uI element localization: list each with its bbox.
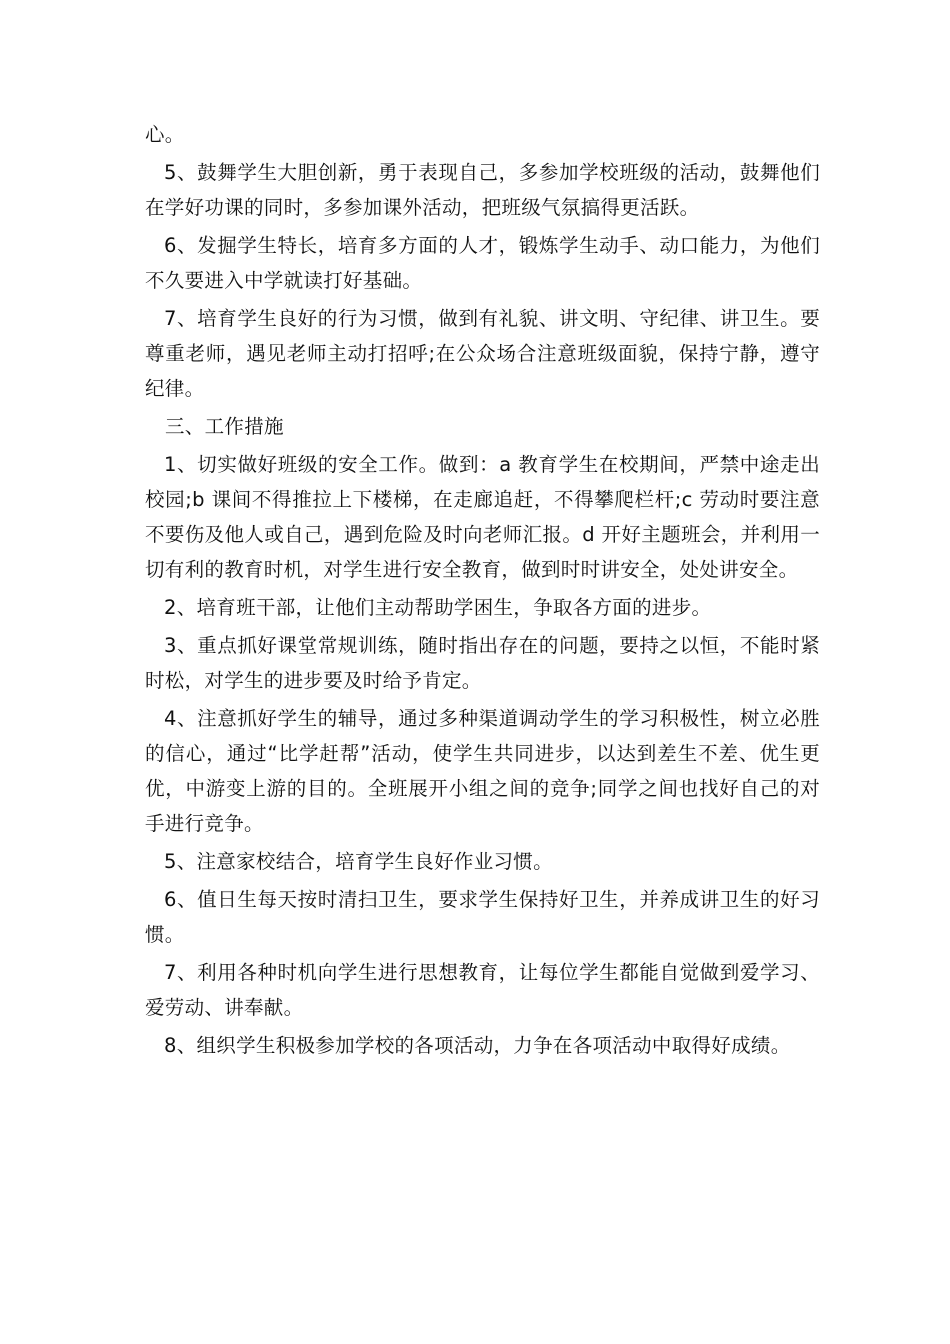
paragraph-measure-6: 6、值日生每天按时清扫卫生，要求学生保持好卫生，并养成讲卫生的好习惯。 xyxy=(145,888,820,946)
paragraph-goal-6: 6、发掘学生特长，培育多方面的人才，锻炼学生动手、动口能力，为他们不久要进入中学就读打好基础。 xyxy=(145,234,820,292)
document-body xyxy=(145,117,820,1066)
paragraph-measure-3: 3、重点抓好课堂常规训练，随时指出存在的问题，要持之以恒，不能时紧时松，对学生的进步要及时给予肯定。 xyxy=(145,634,820,692)
section-heading: 三、工作措施 xyxy=(165,415,284,438)
paragraph-continuation: 心。 xyxy=(145,123,185,146)
paragraph-goal-5: 5、鼓舞学生大胆创新，勇于表现自己，多参加学校班级的活动，鼓舞他们在学好功课的同时，多参加课外活动，把班级气氛搞得更活跃。 xyxy=(145,161,820,219)
paragraph-measure-7: 7、利用各种时机向学生进行思想教育，让每位学生都能自觉做到爱学习、爱劳动、讲奉献。 xyxy=(145,961,820,1019)
paragraph-measure-4: 4、注意抓好学生的辅导，通过多种渠道调动学生的学习积极性，树立必胜的信心，通过“比学赶帮”活动，使学生共同进步，以达到差生不差、优生更优，中游变上游的目的。全班展开小组之间的竞争;同学之间也找好自己的对手进行竞争。 xyxy=(145,707,820,835)
paragraph-goal-7: 7、培育学生良好的行为习惯，做到有礼貌、讲文明、守纪律、讲卫生。要尊重老师，遇见老师主动打招呼;在公众场合注意班级面貌，保持宁静，遵守纪律。 xyxy=(145,307,820,400)
paragraph-measure-5: 5、注意家校结合，培育学生良好作业习惯。 xyxy=(164,850,553,873)
paragraph-measure-8: 8、组织学生积极参加学校的各项活动，力争在各项活动中取得好成绩。 xyxy=(164,1034,791,1057)
paragraph-measure-1: 1、切实做好班级的安全工作。做到：a 教育学生在校期间，严禁中途走出校园;b 课间不得推拉上下楼梯，在走廊追赶，不得攀爬栏杆;c 劳动时要注意不要伤及他人或自己，遇到危险及时向老师汇报。d 开好主题班会，并利用一切有利的教育时机，对学生进行安全教育，做到时时讲安全，处处讲安全。 xyxy=(145,453,820,581)
paragraph-measure-2: 2、培育班干部，让他们主动帮助学困生，争取各方面的进步。 xyxy=(164,596,712,619)
